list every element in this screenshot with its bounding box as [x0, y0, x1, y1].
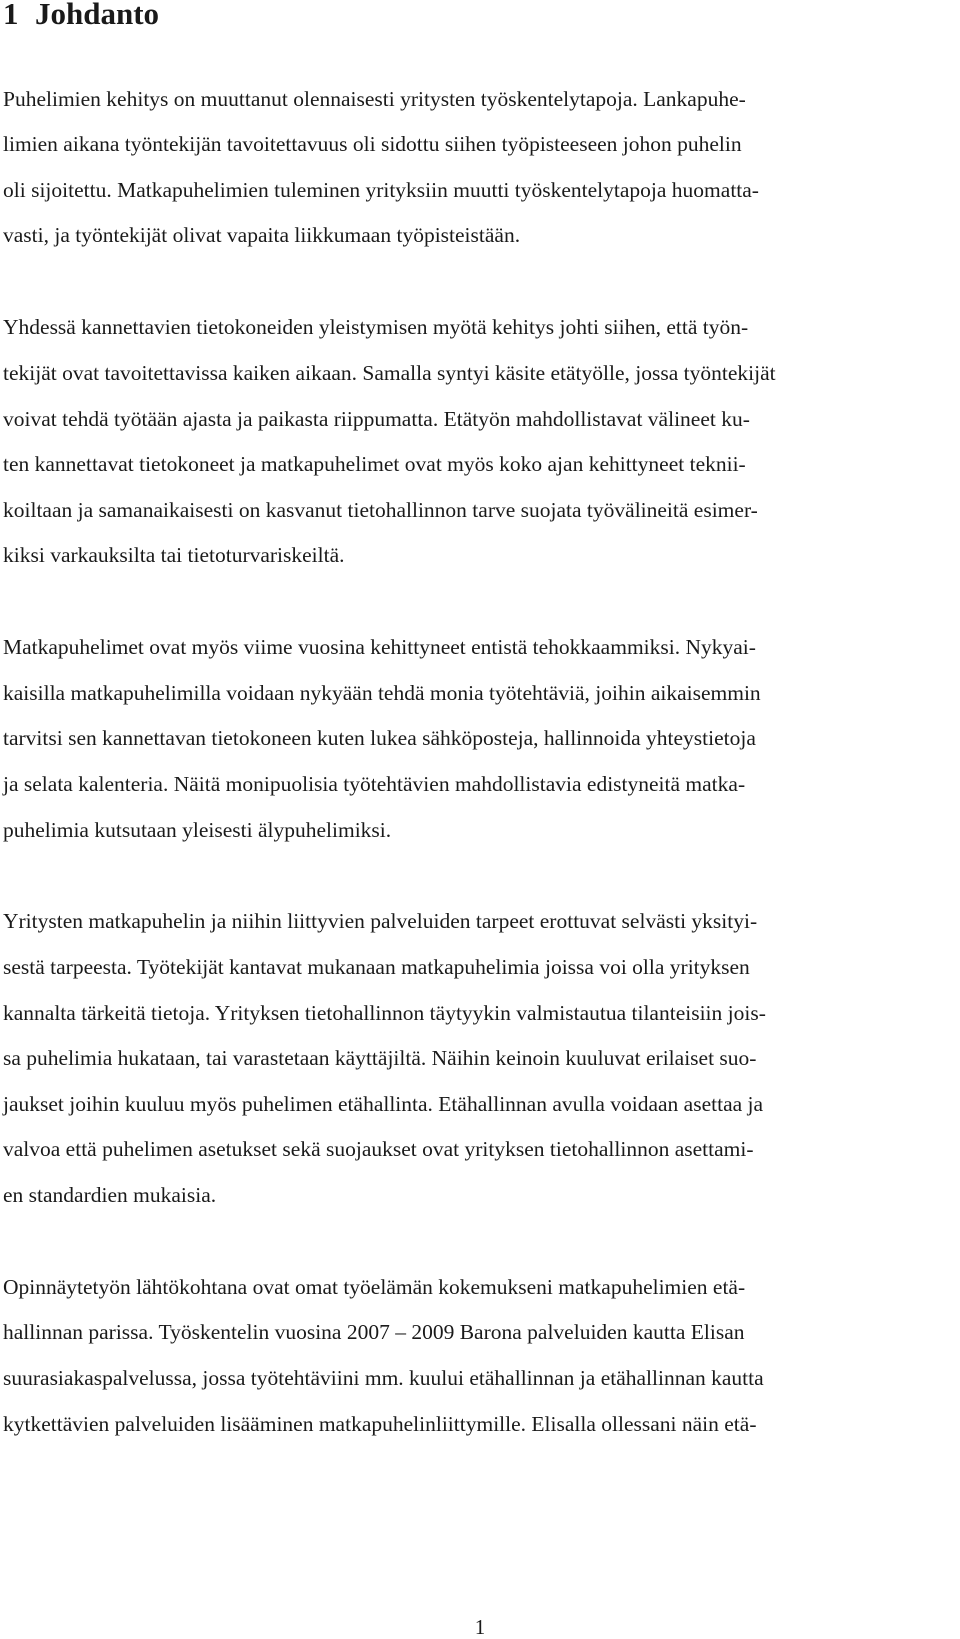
paragraph-2-line-6: kiksi varkauksilta tai tietoturvariskeiltä. [3, 543, 345, 567]
paragraph-2-line-3: voivat tehdä työtään ajasta ja paikasta riippumatta. Etätyön mahdollistavat välineet ku- [3, 407, 750, 431]
paragraph-5-line-3: suurasiakaspalvelussa, jossa työtehtäviini mm. kuului etähallinnan ja etähallinnan kautta [3, 1366, 764, 1390]
paragraph-5-line-1: Opinnäytetyön lähtökohtana ovat omat työelämän kokemukseni matkapuhelimien etä- [3, 1275, 746, 1299]
paragraph-3-line-1: Matkapuhelimet ovat myös viime vuosina kehittyneet entistä tehokkaammiksi. Nykyai- [3, 635, 756, 659]
paragraph-3-line-4: ja selata kalenteria. Näitä monipuolisia työtehtävien mahdollistavia edistyneitä matka- [3, 772, 746, 796]
paragraph-2-line-1: Yhdessä kannettavien tietokoneiden yleistymisen myötä kehitys johti siihen, että työn- [3, 315, 749, 339]
paragraph-1-line-1: Puhelimien kehitys on muuttanut olennaisesti yritysten työskentelytapoja. Lankapuhe- [3, 87, 746, 111]
chapter-number: 1 [3, 0, 19, 31]
paragraph-1-line-2: limien aikana työntekijän tavoitettavuus oli sidottu siihen työpisteeseen johon puhelin [3, 132, 742, 156]
paragraph-3-line-5: puhelimia kutsutaan yleisesti älypuhelimiksi. [3, 818, 392, 842]
paragraph-4-line-7: en standardien mukaisia. [3, 1183, 217, 1207]
paragraph-2-line-5: koiltaan ja samanaikaisesti on kasvanut tietohallinnon tarve suojata työvälineitä esimer- [3, 498, 758, 522]
paragraph-3-line-2: kaisilla matkapuhelimilla voidaan nykyään tehdä monia työtehtäviä, joihin aikaisemmin [3, 681, 761, 705]
paragraph-5-line-2: hallinnan parissa. Työskentelin vuosina 2007 – 2009 Barona palveluiden kautta Elisan [3, 1320, 745, 1344]
paragraph-1-line-3: oli sijoitettu. Matkapuhelimien tuleminen yrityksiin muutti työskentelytapoja huomatta- [3, 178, 759, 202]
paragraph-2-line-4: ten kannettavat tietokoneet ja matkapuhelimet ovat myös koko ajan kehittyneet teknii- [3, 452, 746, 476]
chapter-heading [3, 0, 159, 34]
paragraph-4-line-3: kannalta tärkeitä tietoja. Yrityksen tietohallinnon täytyykin valmistautua tilanteisiin jois- [3, 1001, 766, 1025]
page-number: 1 [474, 1615, 486, 1639]
paragraph-4-line-5: jaukset joihin kuuluu myös puhelimen etähallinta. Etähallinnan avulla voidaan asettaa ja [3, 1092, 764, 1116]
paragraph-4-line-6: valvoa että puhelimen asetukset sekä suojaukset ovat yrityksen tietohallinnon asettami- [3, 1137, 754, 1161]
chapter-title: Johdanto [35, 0, 160, 31]
paragraph-3-line-3: tarvitsi sen kannettavan tietokoneen kuten lukea sähköposteja, hallinnoida yhteystietoja [3, 726, 756, 750]
paragraph-4-line-2: sestä tarpeesta. Työtekijät kantavat mukanaan matkapuhelimia joissa voi olla yrityksen [3, 955, 750, 979]
paragraph-5-line-4: kytkettävien palveluiden lisääminen matkapuhelinliittymille. Elisalla ollessani näin etä- [3, 1412, 757, 1436]
paragraph-2-line-2: tekijät ovat tavoitettavissa kaiken aikaan. Samalla syntyi käsite etätyölle, jossa työntekijät [3, 361, 776, 385]
paragraph-4-line-4: sa puhelimia hukataan, tai varastetaan käyttäjiltä. Näihin keinoin kuuluvat erilaiset suo- [3, 1046, 757, 1070]
paragraph-4-line-1: Yritysten matkapuhelin ja niihin liittyvien palveluiden tarpeet erottuvat selvästi yksityi- [3, 909, 758, 933]
paragraph-1-line-4: vasti, ja työntekijät olivat vapaita liikkumaan työpisteistään. [3, 223, 521, 247]
